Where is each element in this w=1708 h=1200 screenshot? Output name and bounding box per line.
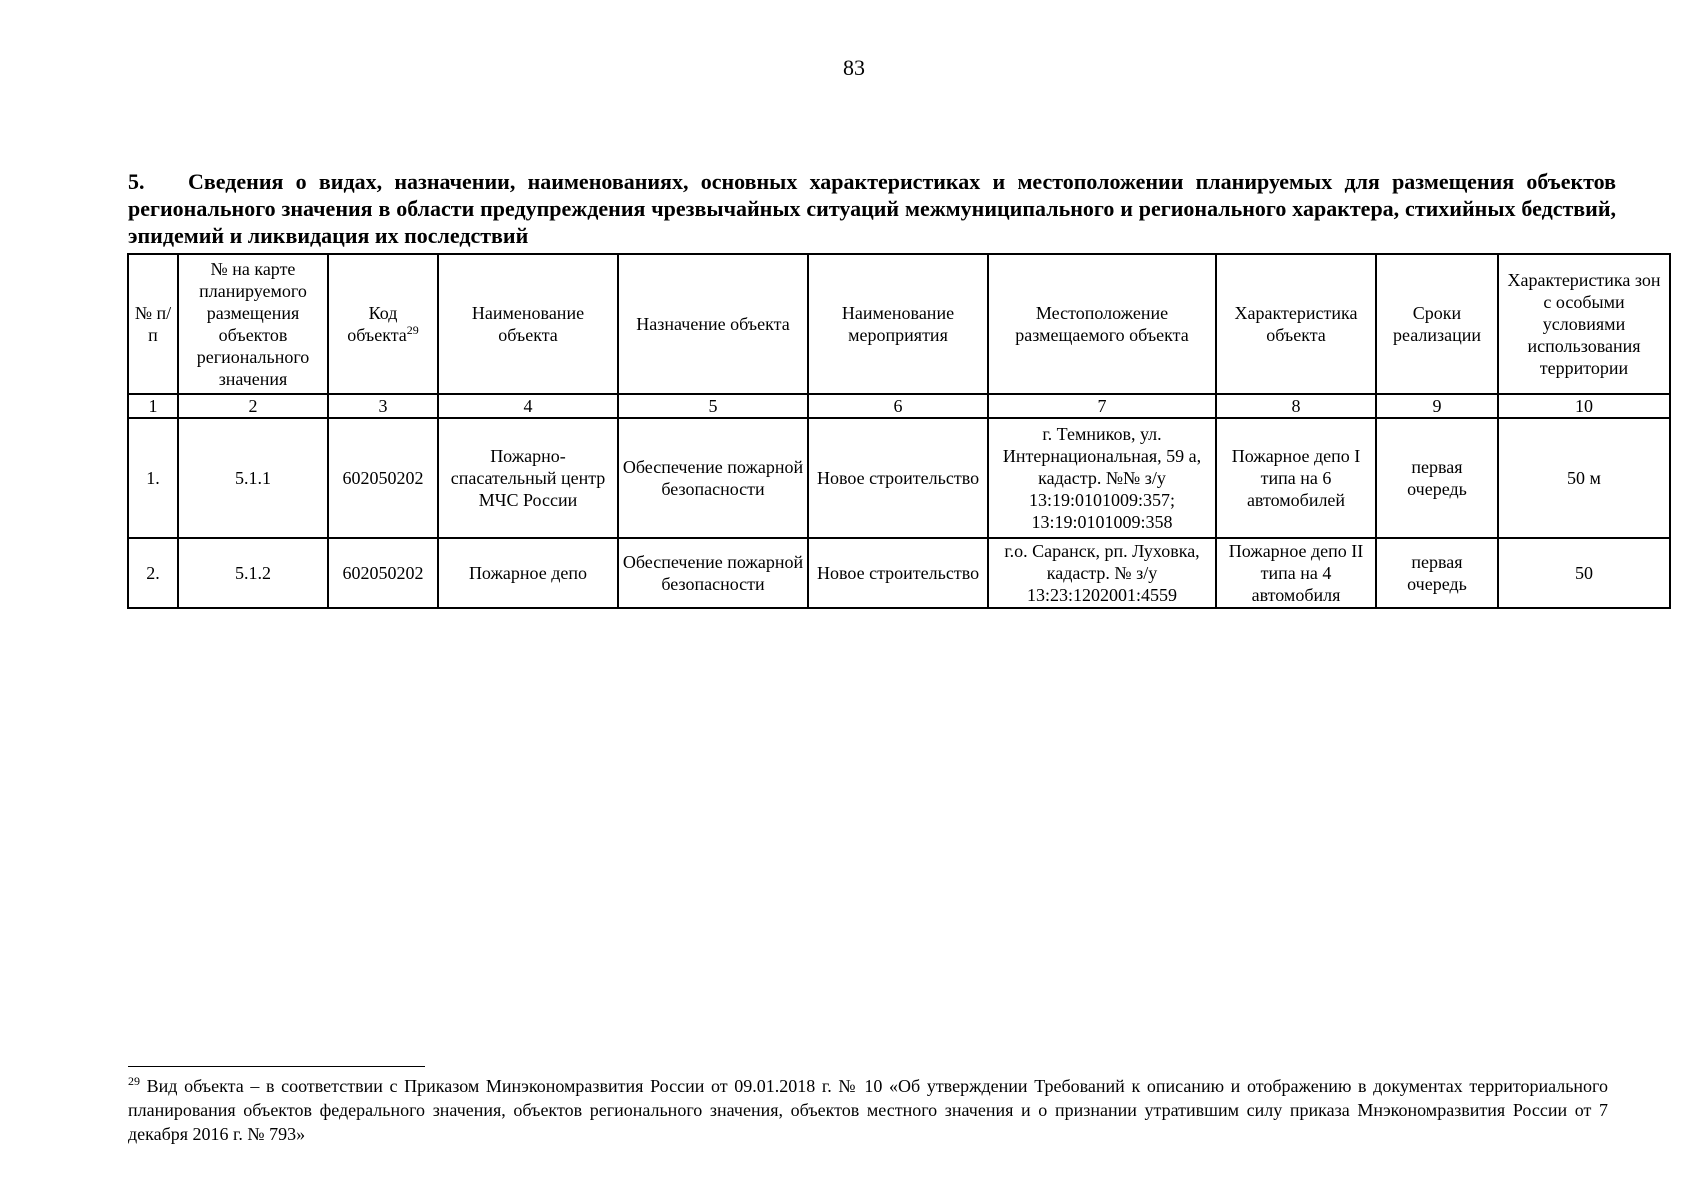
column-number: 10 bbox=[1498, 394, 1670, 418]
footnote-marker: 29 bbox=[128, 1074, 140, 1088]
section-title: Сведения о видах, назначении, наименованиях, основных характеристиках и местоположении планируемых для размещения объектов регионального значения в области предупреждения чрезвычайных ситуаций межмуниципального и регионального характера, стихийных бедствий, эпидемий и ликвидация их последствий bbox=[128, 169, 1616, 248]
cell-object-code: 602050202 bbox=[328, 418, 438, 538]
column-number: 6 bbox=[808, 394, 988, 418]
column-number: 8 bbox=[1216, 394, 1376, 418]
section-number: 5. bbox=[128, 169, 145, 194]
footnote-separator bbox=[128, 1066, 425, 1067]
column-number-row bbox=[128, 394, 1670, 418]
cell-object-name: Пожарное депо bbox=[438, 538, 618, 608]
cell-row-number: 1. bbox=[128, 418, 178, 538]
column-number: 3 bbox=[328, 394, 438, 418]
header-activity-name: Наименование мероприятия bbox=[808, 254, 988, 394]
footnote-ref: 29 bbox=[406, 323, 419, 337]
cell-special-zones: 50 bbox=[1498, 538, 1670, 608]
table-row bbox=[128, 418, 1670, 538]
section-heading bbox=[128, 168, 1616, 249]
header-object-characteristic: Характеристика объекта bbox=[1216, 254, 1376, 394]
column-number: 1 bbox=[128, 394, 178, 418]
header-object-code bbox=[328, 254, 438, 394]
header-map-number: № на карте планируемого размещения объектов регионального значения bbox=[178, 254, 328, 394]
cell-object-characteristic: Пожарное депо I типа на 6 автомобилей bbox=[1216, 418, 1376, 538]
header-object-code-label: Код объекта bbox=[347, 303, 407, 345]
column-number: 4 bbox=[438, 394, 618, 418]
page-number: 83 bbox=[843, 55, 865, 80]
cell-row-number: 2. bbox=[128, 538, 178, 608]
header-object-purpose: Назначение объекта bbox=[618, 254, 808, 394]
footnote bbox=[128, 1074, 1608, 1146]
cell-implementation-period: первая очередь bbox=[1376, 538, 1498, 608]
cell-object-name: Пожарно-спасательный центр МЧС России bbox=[438, 418, 618, 538]
header-object-name: Наименование объекта bbox=[438, 254, 618, 394]
column-number: 9 bbox=[1376, 394, 1498, 418]
cell-map-number: 5.1.1 bbox=[178, 418, 328, 538]
cell-location: г. Темников, ул. Интернациональная, 59 а, кадастр. №№ з/у 13:19:0101009:357; 13:19:0101009:358 bbox=[988, 418, 1216, 538]
cell-activity-name: Новое строительство bbox=[808, 538, 988, 608]
column-number: 5 bbox=[618, 394, 808, 418]
footnote-text: Вид объекта – в соответствии с Приказом Минэкономразвития России от 09.01.2018 г. № 10 «Об утверждении Требований к описанию и отображению в документах территориального планирования объектов федерального значения, объектов регионального значения, объектов местного значения и о признании утратившим силу приказа Мнэкономразвития России от 7 декабря 2016 г. № 793» bbox=[128, 1076, 1608, 1144]
header-row-number: № п/п bbox=[128, 254, 178, 394]
cell-object-characteristic: Пожарное депо II типа на 4 автомобиля bbox=[1216, 538, 1376, 608]
table-header-row bbox=[128, 254, 1670, 394]
objects-table bbox=[127, 253, 1671, 609]
column-number: 2 bbox=[178, 394, 328, 418]
cell-map-number: 5.1.2 bbox=[178, 538, 328, 608]
cell-special-zones: 50 м bbox=[1498, 418, 1670, 538]
header-location: Местоположение размещаемого объекта bbox=[988, 254, 1216, 394]
cell-object-purpose: Обеспечение пожарной безопасности bbox=[618, 538, 808, 608]
cell-object-code: 602050202 bbox=[328, 538, 438, 608]
cell-activity-name: Новое строительство bbox=[808, 418, 988, 538]
header-special-zones: Характеристика зон с особыми условиями использования территории bbox=[1498, 254, 1670, 394]
table-row bbox=[128, 538, 1670, 608]
column-number: 7 bbox=[988, 394, 1216, 418]
cell-object-purpose: Обеспечение пожарной безопасности bbox=[618, 418, 808, 538]
cell-implementation-period: первая очередь bbox=[1376, 418, 1498, 538]
cell-location: г.о. Саранск, рп. Луховка, кадастр. № з/у 13:23:1202001:4559 bbox=[988, 538, 1216, 608]
header-implementation-period: Сроки реализации bbox=[1376, 254, 1498, 394]
